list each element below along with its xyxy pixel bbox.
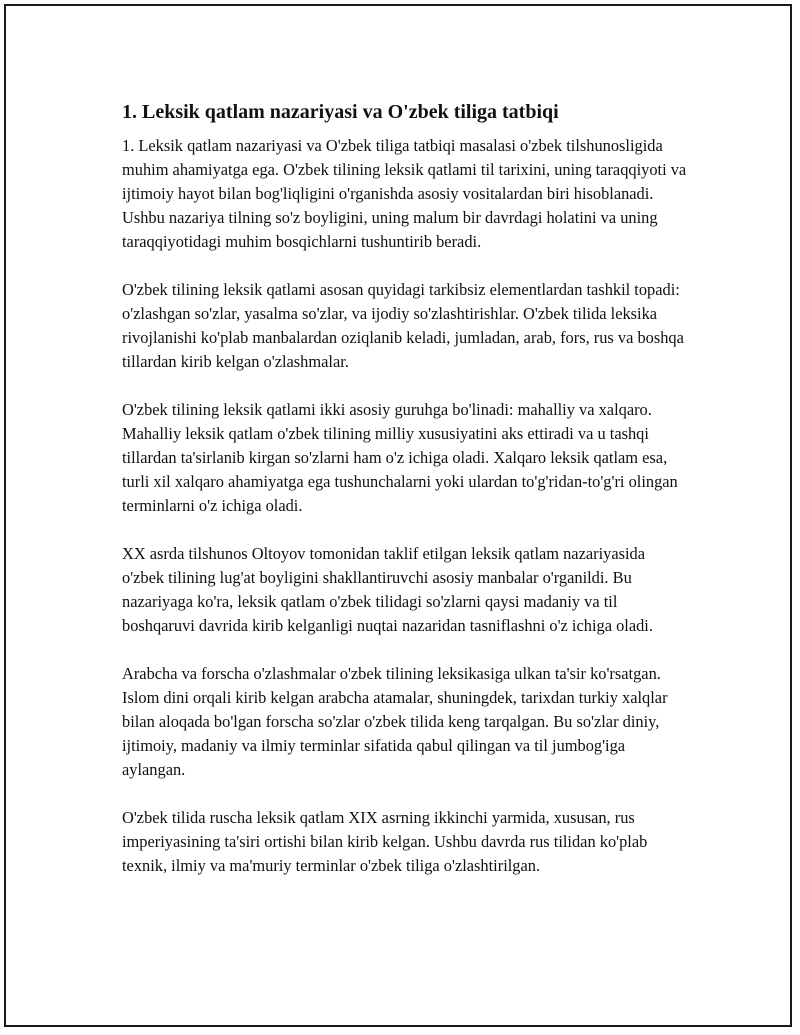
paragraph-4: XX asrda tilshunos Oltoyov tomonidan taklif etilgan leksik qatlam nazariyasida o'zbek tilining lug'at boyligini shakllantiruvchi asosiy manbalar o'rganildi. Bu nazariyaga ko'ra, leksik qatlam o'zbek tilidagi so'zlarni qaysi madaniy va til boshqaruvi davrida kirib kelganligi nuqtai nazaridan tasniflashni o'z ichiga oladi. bbox=[122, 544, 653, 635]
paragraph-2: O'zbek tilining leksik qatlami asosan quyidagi tarkibsiz elementlardan tashkil topadi: o'zlashgan so'zlar, yasalma so'zlar, va ijodiy so'zlashtirishlar. O'zbek tilida leksika rivojlanishi ko'plab manbalardan oziqlanib keladi, jumladan, arab, fors, rus va boshqa tillardan kirib kelgan o'zlashmalar. bbox=[122, 280, 684, 371]
document-body bbox=[122, 98, 688, 902]
paragraph-1: 1. Leksik qatlam nazariyasi va O'zbek tiliga tatbiqi masalasi o'zbek tilshunosligida muhim ahamiyatga ega. O'zbek tilining leksik qatlami til tarixini, uning taraqqiyoti va ijtimoiy hayot bilan bog'liqligini o'rganishda asosiy vositalardan biri hisoblanadi. Ushbu nazariya tilning so'z boyligini, uning malum bir davrdagi holatini va uning taraqqiyotidagi muhim bosqichlarni tushuntirib beradi. bbox=[122, 136, 687, 251]
paragraph-6: O'zbek tilida ruscha leksik qatlam XIX asrning ikkinchi yarmida, xususan, rus imperiyasining ta'siri ortishi bilan kirib kelgan. Ushbu davrda rus tilidan ko'plab texnik, ilmiy va ma'muriy terminlar o'zbek tiliga o'zlashtirilgan. bbox=[122, 808, 648, 875]
document-page bbox=[4, 4, 792, 1027]
paragraph-3: O'zbek tilining leksik qatlami ikki asosiy guruhga bo'linadi: mahalliy va xalqaro. Mahalliy leksik qatlam o'zbek tilining milliy xususiyatini aks ettiradi va u tashqi tillardan ta'sirlanib kirgan so'zlarni ham o'z ichiga oladi. Xalqaro leksik qatlam esa, turli xil xalqaro ahamiyatga ega tushunchalarni yoki ulardan to'g'ridan-to'g'ri olingan terminlarni o'z ichiga oladi. bbox=[122, 400, 678, 515]
document-heading: 1. Leksik qatlam nazariyasi va O'zbek tiliga tatbiqi bbox=[122, 101, 559, 123]
paragraph-5: Arabcha va forscha o'zlashmalar o'zbek tilining leksikasiga ulkan ta'sir ko'rsatgan. Islom dini orqali kirib kelgan arabcha atamalar, shuningdek, tarixdan turkiy xalqlar bilan aloqada bo'lgan forscha so'zlar o'zbek tilida keng tarqalgan. Bu so'zlar diniy, ijtimoiy, madaniy va ilmiy terminlar sifatida qabul qilingan va til jumbog'iga aylangan. bbox=[122, 664, 668, 779]
